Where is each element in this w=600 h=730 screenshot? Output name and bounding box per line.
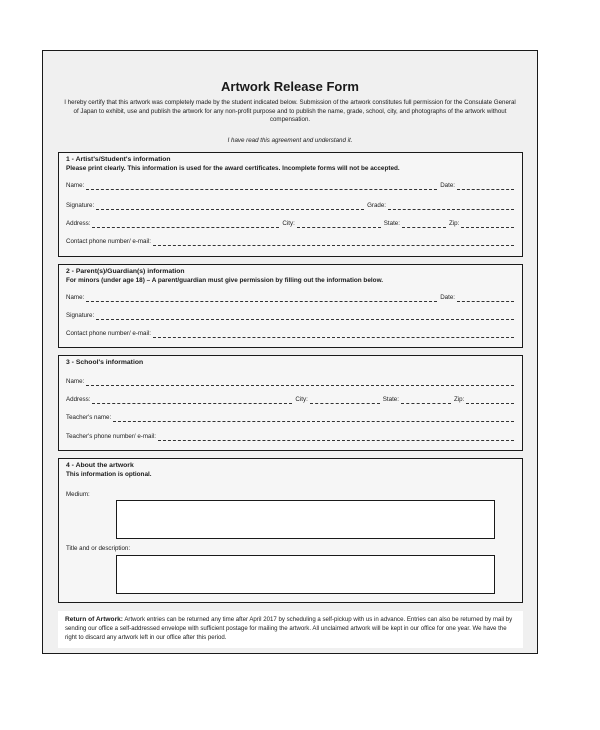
- section-title: 3 - School's information: [66, 359, 144, 366]
- school-city-field[interactable]: [310, 397, 380, 404]
- zip-label: Zip:: [453, 396, 465, 403]
- date-label: Date:: [440, 182, 455, 189]
- artist-signature-row: [66, 200, 514, 210]
- name-label: Name:: [66, 294, 85, 301]
- state-label: State:: [382, 396, 399, 403]
- artist-date-field[interactable]: [457, 183, 514, 190]
- section-guardian-info: [58, 264, 523, 348]
- return-of-artwork-notice: [58, 611, 523, 648]
- artist-name-row: [66, 180, 514, 190]
- school-address-field[interactable]: [92, 397, 292, 404]
- teacher-contact-field[interactable]: [158, 434, 514, 441]
- section-note: For minors (under age 18) – A parent/guardian must give permission by filling out the information below.: [66, 277, 384, 284]
- release-form-page: [42, 50, 538, 654]
- contact-label: Contact phone number/ e-mail:: [66, 330, 151, 337]
- form-intro: I hereby certify that this artwork was completely made by the student indicated below. Submission of the artwork constitutes full permission for the Consulate General of Japan to exhibit, use and publish the artwork for any non-profit purpose and to publish the name, grade, school, city, and photographs of the artwork without compensation.: [64, 99, 516, 124]
- section-title: 1 - Artist's/Student's information: [66, 156, 171, 163]
- artist-address-field[interactable]: [92, 221, 279, 228]
- artist-grade-field[interactable]: [388, 203, 514, 210]
- artist-contact-field[interactable]: [153, 239, 514, 246]
- acknowledgement-text: I have read this agreement and understand it.: [227, 137, 353, 144]
- artist-signature-field[interactable]: [96, 203, 364, 210]
- return-text: Artwork entries can be returned any time after April 2017 by scheduling a self-pickup with us in advance. Entries can also be returned by mail by sending our office a self-addressed envelope with sufficient postage for mailing the artwork. All unclaimed artwork will be kept in our office for one year. We have the right to discard any artwork left in our office after this period.: [65, 616, 513, 641]
- school-name-field[interactable]: [86, 379, 514, 386]
- section-school-info: [58, 355, 523, 451]
- state-label: State:: [383, 220, 400, 227]
- teacher-name-label: Teacher's name:: [66, 414, 112, 421]
- city-label: City:: [282, 220, 295, 227]
- school-address-row: [66, 394, 514, 404]
- artist-name-field[interactable]: [86, 183, 437, 190]
- guardian-contact-field[interactable]: [153, 331, 514, 338]
- address-label: Address:: [66, 396, 91, 403]
- guardian-signature-field[interactable]: [96, 313, 514, 320]
- guardian-contact-row: [66, 328, 514, 338]
- name-label: Name:: [66, 378, 85, 385]
- contact-label: Contact phone number/ e-mail:: [66, 238, 151, 245]
- teacher-contact-label: Teacher's phone number/ e-mail:: [66, 433, 156, 440]
- guardian-date-field[interactable]: [457, 295, 514, 302]
- artist-zip-field[interactable]: [461, 221, 514, 228]
- section-title: 4 - About the artwork: [66, 462, 134, 469]
- teacher-name-field[interactable]: [113, 415, 514, 422]
- signature-label: Signature:: [66, 312, 95, 319]
- section-artwork-info: [58, 458, 523, 603]
- grade-label: Grade:: [367, 202, 386, 209]
- school-zip-field[interactable]: [466, 397, 514, 404]
- artist-city-field[interactable]: [297, 221, 381, 228]
- title-description-input-box[interactable]: [116, 555, 495, 594]
- guardian-signature-row: [66, 310, 514, 320]
- title-description-label: Title and or description:: [66, 545, 131, 552]
- section-artist-info: [58, 152, 523, 257]
- address-label: Address:: [66, 220, 91, 227]
- school-state-field[interactable]: [401, 397, 451, 404]
- teacher-name-row: [66, 412, 514, 422]
- artist-state-field[interactable]: [402, 221, 446, 228]
- section-note: This information is optional.: [66, 471, 152, 478]
- artist-contact-row: [66, 236, 514, 246]
- section-note: Please print clearly. This information is used for the award certificates. Incomplete forms will not be accepted.: [66, 165, 400, 172]
- signature-label: Signature:: [66, 202, 95, 209]
- form-title: Artwork Release Form: [221, 79, 359, 94]
- city-label: City:: [295, 396, 308, 403]
- return-heading: Return of Artwork:: [65, 616, 123, 623]
- zip-label: Zip:: [448, 220, 460, 227]
- medium-input-box[interactable]: [116, 500, 495, 539]
- school-name-row: [66, 376, 514, 386]
- guardian-name-field[interactable]: [86, 295, 437, 302]
- medium-label: Medium:: [66, 491, 90, 498]
- guardian-name-row: [66, 292, 514, 302]
- teacher-contact-row: [66, 431, 514, 441]
- artist-address-row: [66, 218, 514, 228]
- name-label: Name:: [66, 182, 85, 189]
- section-title: 2 - Parent(s)/Guardian(s) information: [66, 268, 185, 275]
- date-label: Date:: [440, 294, 455, 301]
